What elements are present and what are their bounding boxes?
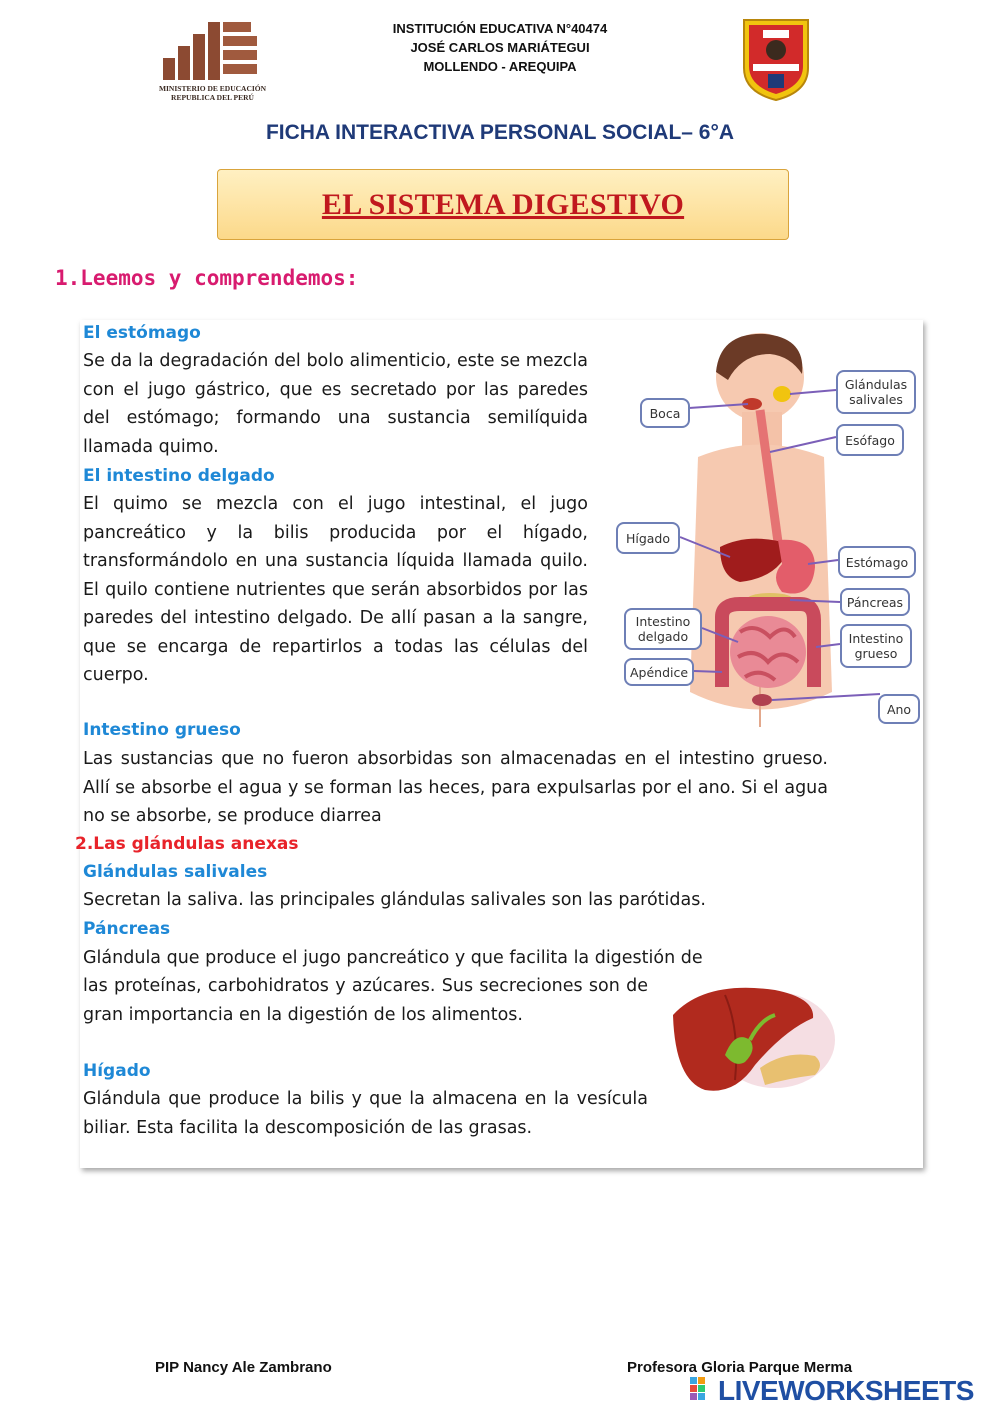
main-title: EL SISTEMA DIGESTIVO [321, 187, 685, 221]
main-title-box [217, 169, 789, 240]
heading-intestino-delgado: El intestino delgado [83, 466, 275, 486]
school-crest-logo [738, 16, 814, 102]
content-card [75, 320, 923, 1168]
liveworksheets-brand[interactable] [690, 1375, 990, 1409]
liveworksheets-text: LIVEWORKSHEETS [718, 1375, 974, 1406]
text-higado: Glándula que produce la bilis y que la almacena en la vesícula biliar. Esta facilita la descomposición de las grasas. [83, 1089, 648, 1138]
label-apendice: Apéndice [624, 658, 694, 686]
ministry-logo [155, 18, 270, 110]
label-estomago: Estómago [838, 546, 916, 578]
text-glandulas-salivales: Secretan la saliva. las principales glándulas salivales son las parótidas. [83, 890, 706, 910]
label-higado: Hígado [616, 522, 680, 554]
heading-intestino-grueso: Intestino grueso [83, 720, 241, 740]
ministry-bars-icon [159, 18, 259, 80]
text-estomago: Se da la degradación del bolo alimenticio, este se mezcla con el jugo gástrico, que es secretado por las paredes del estómago; formando una sustancia semilíquida llamada quimo. [83, 351, 588, 457]
school-line-1: INSTITUCIÓN EDUCATIVA N°40474 [392, 21, 608, 36]
liveworksheets-logo-icon [690, 1377, 714, 1407]
ministry-caption-line-1: MINISTERIO DE EDUCACIÓN [158, 84, 267, 93]
school-line-2: JOSÉ CARLOS MARIÁTEGUI [410, 40, 590, 55]
text-intestino-grueso: Las sustancias que no fueron absorbidas son almacenadas en el intestino grueso. Allí se absorbe el agua y se forman las heces, para expulsarlas por el ano. Si el agua no se absorbe, se produce diarrea [83, 749, 828, 826]
liver-icon [665, 970, 840, 1100]
digestive-system-diagram [610, 332, 920, 727]
school-header [330, 19, 670, 76]
liver-pancreas-image [665, 970, 840, 1100]
label-esofago: Esófago [836, 424, 904, 456]
heading-higado: Hígado [83, 1061, 151, 1081]
text-pancreas: las proteínas, carbohidratos y azúcares. Sus secreciones son de gran importancia en la digestión de los alimentos. [83, 976, 648, 1025]
worksheet-title: FICHA INTERACTIVA PERSONAL SOCIAL– 6°A [265, 121, 735, 144]
label-glandulas-salivales: Glándulas salivales [836, 370, 916, 414]
label-intestino-delgado: Intestino delgado [624, 608, 702, 650]
section-2-heading: 2.Las glándulas anexas [75, 834, 299, 854]
ministry-caption-line-2: REPUBLICA DEL PERÚ [171, 93, 254, 102]
label-pancreas: Páncreas [840, 588, 910, 616]
footer-teacher-right: Profesora Gloria Parque Merma [627, 1359, 853, 1376]
text-pancreas-line-1: Glándula que produce el jugo pancreático y que facilita la digestión de [83, 948, 703, 968]
school-line-3: MOLLENDO - AREQUIPA [423, 59, 577, 74]
heading-estomago: El estómago [83, 323, 201, 343]
heading-glandulas-salivales: Glándulas salivales [83, 862, 268, 882]
label-intestino-grueso: Intestino grueso [840, 624, 912, 668]
footer-teacher-left: PIP Nancy Ale Zambrano [155, 1359, 332, 1376]
crest-icon [738, 16, 814, 102]
heading-pancreas: Páncreas [83, 919, 171, 939]
label-ano: Ano [878, 694, 920, 724]
label-boca: Boca [640, 398, 690, 428]
text-intestino-delgado: El quimo se mezcla con el jugo intestinal, el jugo pancreático y la bilis producida por el hígado, transformándolo en una sustancia líquida llamada quilo. El quilo contiene nutrientes que serán absorbidos por las paredes del intestino delgado. De allí pasan a la sangre, que se encarga de repartirlos a todas las células del cuerpo. [83, 494, 588, 685]
section-1-heading: 1.Leemos y comprendemos: [55, 266, 359, 290]
